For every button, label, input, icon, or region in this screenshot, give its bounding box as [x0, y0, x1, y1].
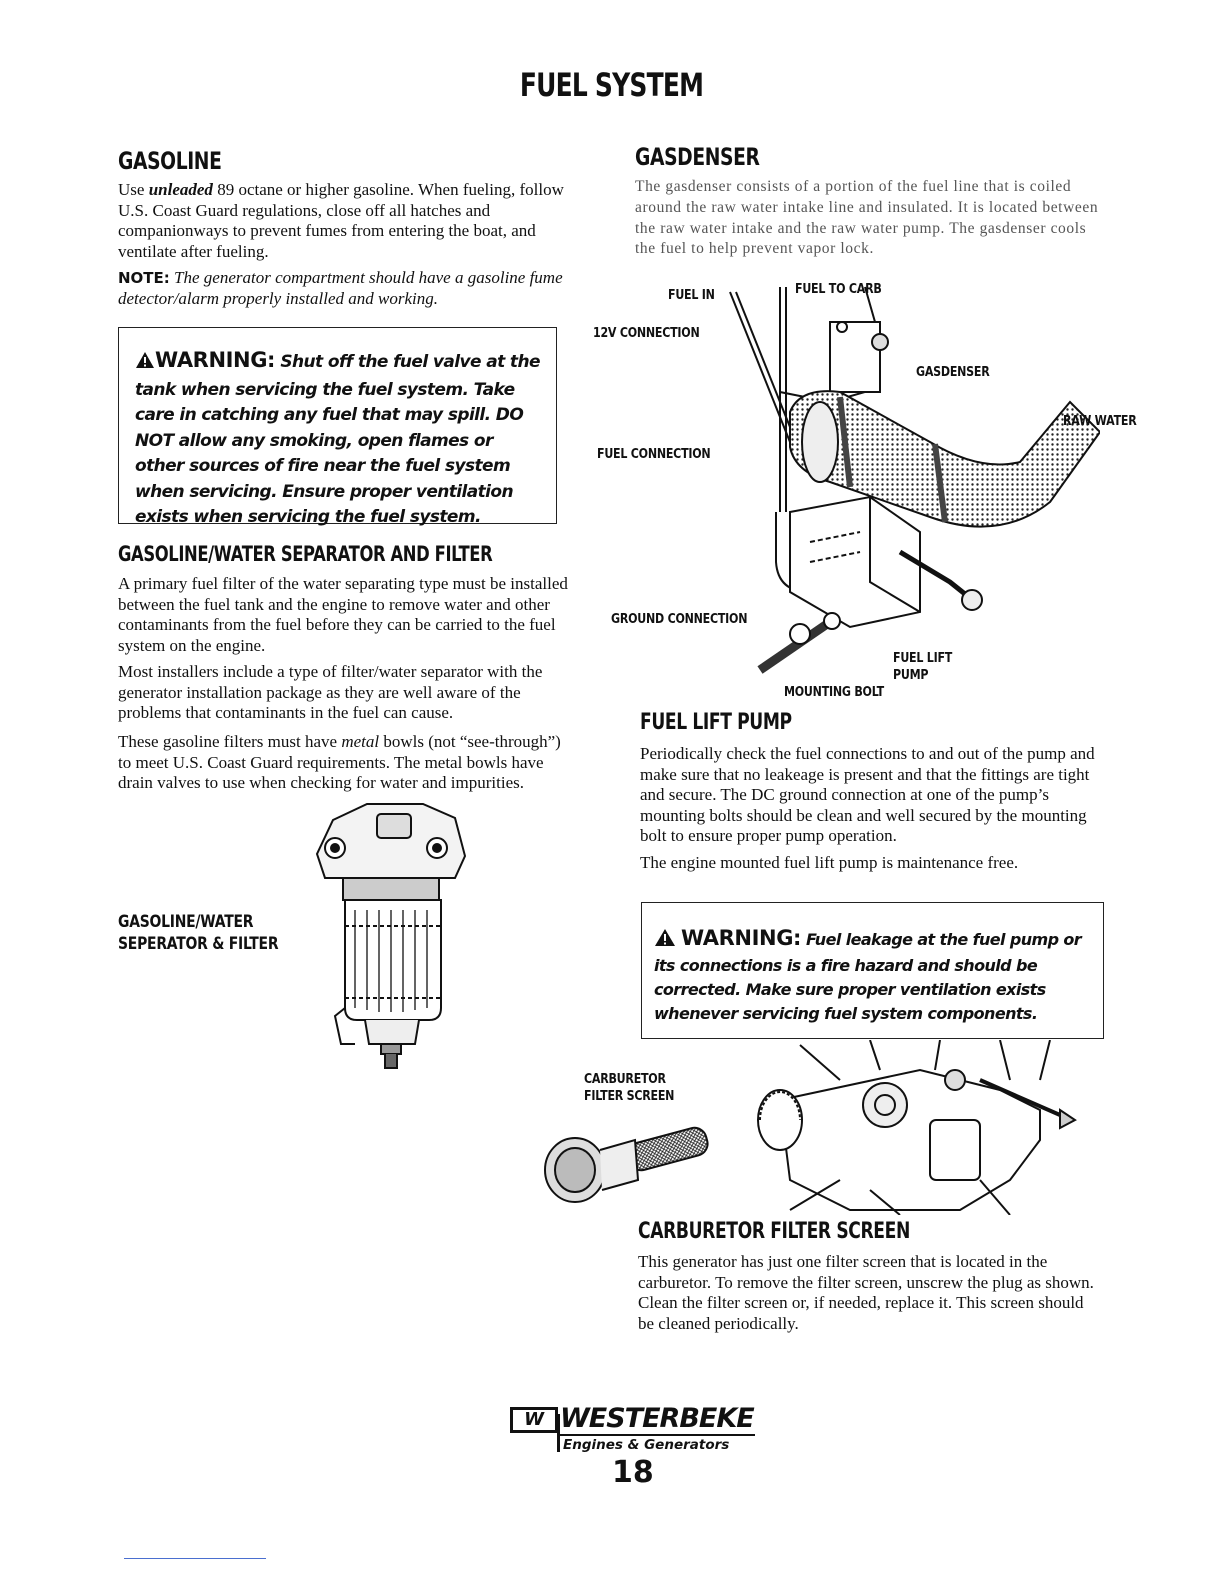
gasdenser-paragraph: The gasdenser consists of a portion of the fuel line that is coiled around the raw water intake line and insulated. It is located between the raw water intake and the raw water pump. The gasdenser cools the fuel to help prevent vapor lock. — [635, 178, 1099, 258]
gasoline-note: NOTE: The generator compartment should have a gasoline fume detector/alarm properly installed and working. — [118, 268, 563, 308]
separator-paragraph-1: A primary fuel filter of the water separating type must be installed between the fuel tank and the engine to remove water and other contaminants from the fuel before they can be carried to the fuel system on the engine. — [118, 574, 568, 655]
gasoline-section — [118, 180, 573, 315]
label-fuel-lift-pump: FUEL LIFT PUMP — [893, 650, 953, 683]
separator-paragraph-3: These gasoline filters must have metal bowls (not “see-through”) to meet U.S. Coast Guard requirements. The metal bowls have drain valves to use when checking for water and impurities. — [118, 732, 561, 792]
warning-box-fuel-leakage — [641, 902, 1104, 1039]
fuel-lift-pump-section — [640, 744, 1110, 879]
carburetor-heading: CARBURETOR FILTER SCREEN — [638, 1219, 910, 1244]
logo-brand: WESTERBEKE — [560, 1403, 754, 1434]
label-fuel-in: FUEL IN — [668, 287, 715, 303]
footnote-rule — [124, 1558, 266, 1559]
separator-figure-caption: GASOLINE/WATER SEPERATOR & FILTER — [118, 912, 279, 954]
unleaded-emphasis: unleaded — [148, 180, 213, 199]
page-number: 18 — [612, 1455, 654, 1490]
label-12v-connection: 12V CONNECTION — [593, 325, 700, 341]
label-fuel-to-carb: FUEL TO CARB — [795, 281, 882, 297]
separator-heading: GASOLINE/WATER SEPARATOR AND FILTER — [118, 542, 493, 566]
label-gasdenser: GASDENSER — [916, 364, 990, 380]
fuel-lift-pump-paragraph-1: Periodically check the fuel connections to and out of the pump and make sure that no leakeage is present and that the fittings are tight and secure. The DC ground connection at one of the pump’s mounting bolts should be clean and well secured by the mounting bolt to ensure proper pump operation. — [640, 744, 1095, 845]
westerbeke-mark-icon: W — [510, 1407, 558, 1433]
westerbeke-logo — [510, 1404, 770, 1459]
gasoline-paragraph: Use unleaded 89 octane or higher gasoline. When fueling, follow U.S. Coast Guard regulations, close off all hatches and companionways to prevent fumes from entering the boat, and ventilate after fueling. — [118, 180, 564, 261]
warning-label: WARNING: — [680, 926, 802, 950]
warning-box-fuel-valve — [118, 327, 557, 527]
warning-fuel-valve-text: WARNING: Shut off the fuel valve at the tank when servicing the fuel system. Take care in catching any fuel that may spill. DO NOT allow any smoking, open flames or other sources of fire near the fuel system when servicing. Ensure proper ventilation exists when servicing the fuel system. — [135, 348, 540, 527]
label-raw-water: RAW WATER — [1063, 413, 1137, 429]
carburetor-figure-caption: CARBURETOR FILTER SCREEN — [584, 1071, 675, 1104]
separator-paragraph-2: Most installers include a type of filter/water separator with the generator installation package as they are well aware of the problems that contaminants in the fuel can cause. — [118, 662, 543, 722]
logo-underline — [560, 1434, 755, 1436]
gasdenser-heading: GASDENSER — [635, 143, 760, 171]
label-mounting-bolt: MOUNTING BOLT — [784, 684, 884, 700]
label-ground-connection: GROUND CONNECTION — [611, 611, 748, 627]
fuel-lift-pump-paragraph-2: The engine mounted fuel lift pump is maintenance free. — [640, 852, 1019, 872]
carburetor-paragraph: This generator has just one filter screen that is located in the carburetor. To remove the filter screen, unscrew the plug as shown. Clean the filter screen or, if needed, replace it. This screen should be cleaned periodically. — [638, 1252, 1094, 1333]
carburetor-illustration — [540, 1040, 1080, 1215]
label-fuel-connection: FUEL CONNECTION — [597, 446, 711, 462]
page-title: FUEL SYSTEM — [520, 66, 704, 104]
metal-emphasis: metal — [341, 732, 380, 751]
warning-label: WARNING: — [155, 348, 276, 372]
warning-fuel-leakage-text: WARNING: Fuel leakage at the fuel pump or its connections is a fire hazard and should be corrected. Make sure proper ventilation exists whenever servicing fuel system components. — [654, 926, 1082, 1023]
warning-triangle-icon — [654, 928, 676, 954]
gasdenser-illustration — [700, 282, 1100, 687]
warning-triangle-icon — [135, 351, 155, 378]
gasoline-heading: GASOLINE — [118, 147, 222, 175]
fuel-lift-pump-heading: FUEL LIFT PUMP — [640, 710, 792, 735]
fuel-filter-illustration — [305, 798, 470, 1073]
separator-section — [118, 574, 573, 730]
logo-tagline: Engines & Generators — [563, 1437, 730, 1453]
